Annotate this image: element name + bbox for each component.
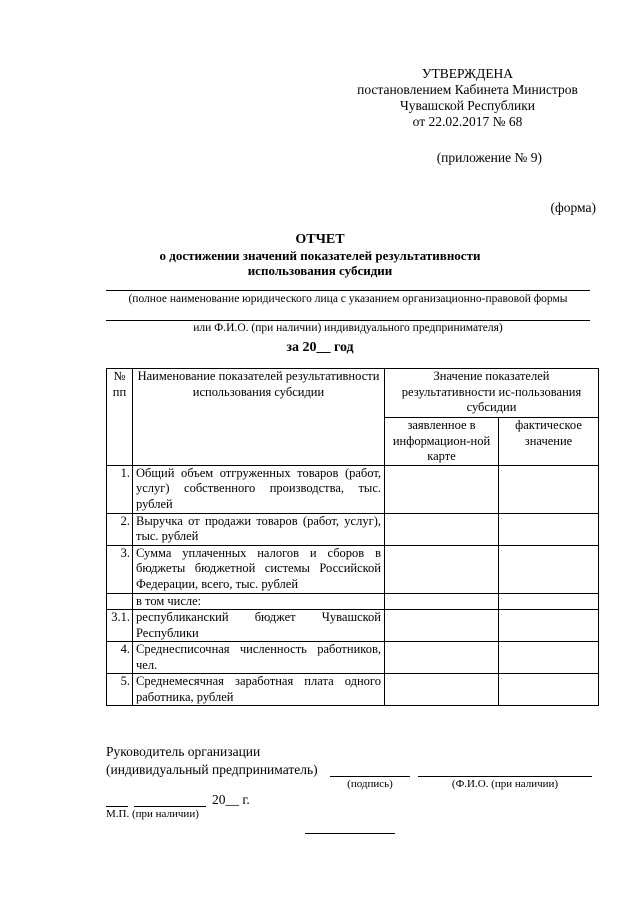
table-row (107, 642, 599, 674)
row-actual-cell[interactable] (499, 593, 599, 610)
row-actual-cell[interactable] (499, 545, 599, 593)
col-header-value: Значение показателей результативности ис-пользования субсидии (385, 369, 599, 418)
report-period: за 20__ год (286, 340, 354, 355)
row-number: 2. (107, 513, 133, 545)
row-declared-cell[interactable] (385, 593, 499, 610)
table-row (107, 545, 599, 593)
date-month-line[interactable] (134, 806, 206, 807)
signature-entrepreneur-label: (индивидуальный предприниматель) (106, 762, 318, 777)
row-declared-cell[interactable] (385, 642, 499, 674)
fio-caption: (Ф.И.О. (при наличии) (451, 778, 559, 790)
row-name: Выручка от продажи товаров (работ, услуг), тыс. рублей (133, 513, 385, 545)
row-number: 5. (107, 674, 133, 706)
date-day-line[interactable] (106, 806, 128, 807)
table-row (107, 674, 599, 706)
stamp-label: М.П. (при наличии) (106, 808, 199, 820)
entity-caption-2: или Ф.И.О. (при наличии) индивидуального предпринимателя) (193, 322, 503, 334)
col-header-declared: заявленное в информацион-ной карте (385, 418, 499, 466)
footer-divider (305, 833, 395, 834)
row-actual-cell[interactable] (499, 674, 599, 706)
row-declared-cell[interactable] (385, 545, 499, 593)
col-header-name: Наименование показателей результативности использования субсидии (133, 369, 385, 466)
row-declared-cell[interactable] (385, 513, 499, 545)
report-subtitle-2: использования субсидии (247, 263, 393, 278)
row-actual-cell[interactable] (499, 465, 599, 513)
report-title: ОТЧЕТ (295, 232, 345, 247)
approval-date-number: от 22.02.2017 № 68 (412, 114, 523, 129)
table-row (107, 513, 599, 545)
row-name: Среднесписочная численность работников, чел. (133, 642, 385, 674)
row-name: республиканский бюджет Чувашской Республики (133, 610, 385, 642)
row-name: в том числе: (133, 593, 385, 610)
row-number (107, 593, 133, 610)
approval-decree: постановлением Кабинета Министров (357, 82, 578, 97)
row-declared-cell[interactable] (385, 674, 499, 706)
row-actual-cell[interactable] (499, 642, 599, 674)
row-number: 3.1. (107, 610, 133, 642)
row-name: Среднемесячная заработная плата одного работника, рублей (133, 674, 385, 706)
date-year-text: 20__ г. (212, 792, 250, 807)
col-header-actual: фактическое значение (499, 418, 599, 466)
signature-head-label: Руководитель организации (106, 744, 261, 759)
row-declared-cell[interactable] (385, 610, 499, 642)
fio-line[interactable] (418, 776, 592, 777)
approval-title: УТВЕРЖДЕНА (421, 66, 514, 81)
entity-caption-1: (полное наименование юридического лица с указанием организационно-правовой формы (128, 293, 568, 305)
entity-name-line-2 (106, 320, 590, 321)
appendix-label: (приложение № 9) (436, 150, 542, 165)
entity-name-line-1 (106, 290, 590, 291)
signature-line[interactable] (330, 776, 410, 777)
report-subtitle-1: о достижении значений показателей результативности (159, 248, 481, 263)
approval-republic: Чувашской Республики (399, 98, 536, 113)
table-row (107, 465, 599, 513)
signature-caption: (подпись) (347, 778, 393, 790)
row-actual-cell[interactable] (499, 513, 599, 545)
indicators-table (106, 368, 599, 706)
row-declared-cell[interactable] (385, 465, 499, 513)
approval-block (340, 66, 595, 130)
row-number: 1. (107, 465, 133, 513)
form-label: (форма) (550, 200, 596, 215)
row-number: 4. (107, 642, 133, 674)
table-row (107, 593, 599, 610)
row-number: 3. (107, 545, 133, 593)
row-actual-cell[interactable] (499, 610, 599, 642)
col-header-number: № пп (107, 369, 133, 466)
table-row (107, 610, 599, 642)
row-name: Сумма уплаченных налогов и сборов в бюджеты бюджетной системы Российской Федерации, всего, тыс. рублей (133, 545, 385, 593)
row-name: Общий объем отгруженных товаров (работ, услуг) собственного производства, тыс. рублей (133, 465, 385, 513)
